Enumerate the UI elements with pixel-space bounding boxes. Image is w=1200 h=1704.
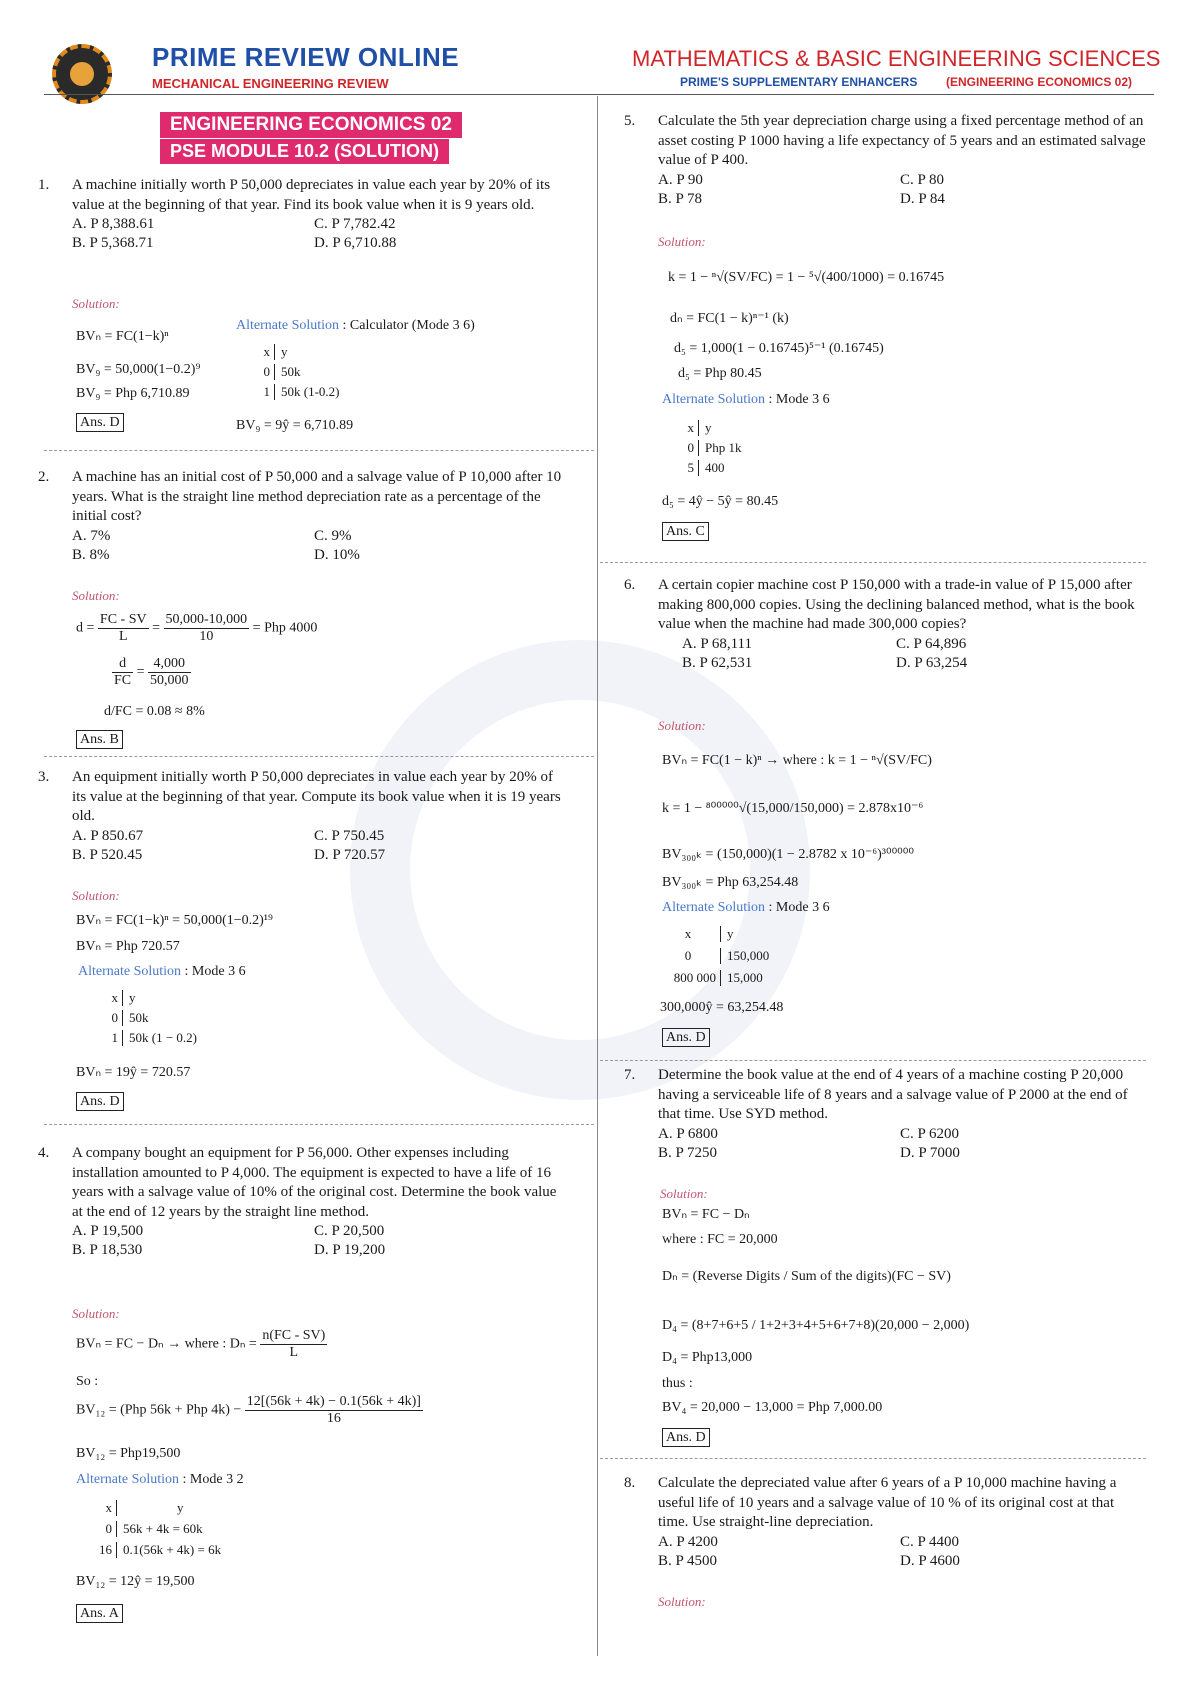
problem-7: 7. Determine the book value at the end of 4 years of a machine costing P 20,000 having a serviceable life of 8 years and a salvage value of P 2000 at the end of that time. Use SYD method. A. P 6800 C. P 6200 B. P 7250 D. P 7000 — [658, 1066, 1148, 1163]
equation: dₙ = FC(1 − k)ⁿ⁻¹ (k) — [670, 311, 789, 326]
equation: Dₙ = (Reverse Digits / Sum of the digits)(FC − SV) — [662, 1269, 951, 1284]
solution-label: Solution: — [658, 234, 706, 249]
problem-text: A machine initially worth P 50,000 depreciates in value each year by 20% of its value at the beginning of that year. Find its book value when it is 9 years old. — [72, 177, 551, 213]
answer-box: Ans. D — [76, 413, 124, 432]
options — [72, 215, 562, 253]
subject-title: MATHEMATICS & BASIC ENGINEERING SCIENCES — [632, 46, 1161, 71]
option-a: A. P 8,388.61 — [72, 216, 155, 232]
alternate-solution-label: Alternate Solution : Mode 3 6 — [662, 392, 830, 407]
equation: BV₉ = 50,000(1−0.2)⁹ — [76, 362, 201, 377]
alternate-solution-label: Alternate Solution : Mode 3 6 — [78, 964, 246, 979]
calculator-table: x y 0 50k 1 50k (1 − 0.2) — [96, 990, 197, 1046]
options: A. P 850.67 C. P 750.45 B. P 520.45 D. P 720.57 — [72, 827, 386, 863]
equation: BV₃₀₀ₖ = (150,000)(1 − 2.8782 x 10⁻⁶)³⁰⁰⁰⁰⁰ — [662, 847, 915, 862]
equation: BV₃₀₀ₖ = Php 63,254.48 — [662, 875, 799, 890]
calculator-table: x y 0 50k 1 50k (1-0.2) — [248, 344, 340, 400]
equation: BV₄ = 20,000 − 13,000 = Php 7,000.00 — [662, 1400, 883, 1415]
equation: BVₙ = FC(1 − k)ⁿ → where : k = 1 − ⁿ√(SV/FC) — [662, 753, 932, 768]
answer-box: Ans. D — [76, 1092, 124, 1111]
equation: BVₙ = FC(1−k)ⁿ = 50,000(1−0.2)¹⁹ — [76, 913, 273, 928]
equation: thus : — [662, 1376, 693, 1391]
problem-8: 8. Calculate the depreciated value after 6 years of a P 10,000 machine having a useful life of 10 years and a salvage value of 10 % of its original cost at that time. Use straight-line depreciation. A. P 4200 C. P 4400 B. P 4500 D. P 4600 — [658, 1474, 1148, 1571]
equation: d₅ = Php 80.45 — [678, 366, 762, 381]
answer-box: Ans. B — [76, 730, 123, 749]
answer-box: Ans. D — [662, 1028, 710, 1047]
answer-box: Ans. A — [76, 1604, 123, 1623]
options: A. 7% C. 9% B. 8% D. 10% — [72, 527, 360, 563]
equation: d/FC = 0.08 ≈ 8% — [104, 704, 205, 719]
alternate-solution-label: Alternate Solution : Mode 3 6 — [662, 900, 830, 915]
alternate-solution-label: Alternate Solution : Mode 3 2 — [76, 1472, 244, 1487]
solution-label: Solution: — [72, 588, 120, 603]
problem-text: A certain copier machine cost P 150,000 with a trade-in value of P 15,000 after making 800,000 copies. Using the declining balanced method, what is the book value when the machine had made 300,000 copies? — [658, 577, 1135, 632]
equation: k = 1 − ⁿ√(SV/FC) = 1 − ⁵√(400/1000) = 0.16745 — [668, 270, 945, 285]
equation: d = $\frac{FC - SV}{L}$ = $\frac{50,000-10,000}{10}$ = Php 4000 — [76, 612, 318, 644]
module-banner-subtitle: PSE MODULE 10.2 (SOLUTION) — [160, 139, 449, 164]
equation: BV₉ = 9ŷ = 6,710.89 — [236, 418, 354, 433]
column-divider — [597, 96, 598, 1656]
solution-label: Solution: — [660, 1186, 708, 1201]
equation: BVₙ = FC − Dₙ — [662, 1207, 750, 1222]
solution-label: Solution: — [72, 1306, 120, 1321]
problem-4: 4. A company bought an equipment for P 56,000. Other expenses including installation amounted to P 4,000. The equipment is expected to have a life of 16 years with a salvage value of 10% of the original cost. Determine the book value at the end of 12 years by the straight line method. A. P 19,500 C. P 20,500 B. P 18,530 D. P 19,200 — [72, 1144, 562, 1260]
equation: 300,000ŷ = 63,254.48 — [660, 1000, 784, 1015]
problem-1 — [38, 176, 562, 253]
equation: BV₉ = Php 6,710.89 — [76, 386, 190, 401]
alternate-solution-label: Alternate Solution : Calculator (Mode 3 6) — [236, 318, 475, 333]
equation: BVₙ = 19ŷ = 720.57 — [76, 1065, 191, 1080]
problem-text: A company bought an equipment for P 56,000. Other expenses including installation amounted to P 4,000. The equipment is expected to have a life of 16 years with a salvage value of 10% of the original cost. Determine the book value at the end of 12 years by the straight line method. — [72, 1145, 557, 1220]
problem-text: Calculate the depreciated value after 6 years of a P 10,000 machine having a useful life of 10 years and a salvage value of 10 % of its original cost at that time. Use straight-line depreciation. — [658, 1475, 1117, 1530]
equation: BVₙ = Php 720.57 — [76, 939, 180, 954]
problem-text: Determine the book value at the end of 4 years of a machine costing P 20,000 having a serviceable life of 8 years and a salvage value of P 2000 at the end of that time. Use SYD method. — [658, 1067, 1128, 1122]
problem-text: An equipment initially worth P 50,000 depreciates in value each year by 20% of its value at the beginning of that year. Compute its book value when it is 19 years old. — [72, 769, 561, 824]
equation: BVₙ = FC − Dₙ → where : Dₙ = $\frac{n(FC - SV)}{L}$ — [76, 1328, 326, 1360]
options: A. P 90 C. P 80 B. P 78 D. P 84 — [658, 171, 945, 207]
equation: D₄ = (8+7+6+5 / 1+2+3+4+5+6+7+8)(20,000 − 2,000) — [662, 1318, 970, 1333]
solution-label: Solution: — [658, 718, 706, 733]
problem-2: 2. A machine has an initial cost of P 50,000 and a salvage value of P 10,000 after 10 years. What is the straight line method depreciation rate as a percentage of the initial cost? A. 7% C. 9% B. 8% D. 10% — [38, 469, 562, 563]
options: A. P 68,111 C. P 64,896 B. P 62,531 D. P 63,254 — [682, 635, 968, 671]
equation: BV₁₂ = (Php 56k + Php 4k) − $\frac{12[(56k + 4k) - 0.1(56k + 4k)]}{16}$ — [76, 1394, 421, 1426]
subject-subtitle: PRIME'S SUPPLEMENTARY ENHANCERS — [680, 75, 918, 89]
calculator-table: x y 0 56k + 4k = 60k 16 0.1(56k + 4k) = 6k — [90, 1500, 221, 1558]
calculator-table: x y 0 150,000 800 000 15,000 — [660, 926, 769, 986]
subject-tag: (ENGINEERING ECONOMICS 02) — [946, 75, 1133, 89]
calculator-table: x y 0 Php 1k 5 400 — [672, 420, 741, 476]
equation: D₄ = Php13,000 — [662, 1350, 753, 1365]
problem-number: 1. — [38, 177, 50, 193]
problem-6: 6. A certain copier machine cost P 150,000 with a trade-in value of P 15,000 after making 800,000 copies. Using the declining balanced method, what is the book value when the machine had made 300,000 copies? A. P 68,111 C. P 64,896 B. P 62,531 D. P 63,254 — [658, 576, 1148, 673]
answer-box: Ans. C — [662, 522, 709, 541]
equation: d₅ = 1,000(1 − 0.16745)⁵⁻¹ (0.16745) — [674, 341, 884, 356]
problem-3: 3. An equipment initially worth P 50,000 depreciates in value each year by 20% of its value at the beginning of that year. Compute its book value when it is 19 years old. A. P 850.67 C. P 750.45 B. P 520.45 D. P 720.57 — [38, 769, 561, 863]
options: A. P 4200 C. P 4400 B. P 4500 D. P 4600 — [658, 1533, 960, 1569]
equation: So : — [76, 1374, 99, 1389]
equation: d₅ = 4ŷ − 5ŷ = 80.45 — [662, 494, 779, 509]
solution-label: Solution: — [72, 296, 120, 311]
brand-title: PRIME REVIEW ONLINE — [152, 42, 460, 72]
answer-box: Ans. D — [662, 1428, 710, 1447]
solution-label: Solution: — [72, 888, 120, 903]
module-banner-title: ENGINEERING ECONOMICS 02 — [160, 112, 462, 138]
equation: where : FC = 20,000 — [662, 1232, 778, 1247]
option-d: D. P 6,710.88 — [314, 235, 397, 251]
option-b: B. P 5,368.71 — [72, 235, 154, 251]
problem-text: Calculate the 5th year depreciation charge using a fixed percentage method of an asset costing P 1000 having a life expectancy of 5 years and an estimated salvage value of P 400. — [658, 113, 1146, 168]
prime-logo-icon — [52, 44, 112, 104]
equation: BV₁₂ = 12ŷ = 19,500 — [76, 1574, 195, 1589]
header-rule — [44, 94, 1154, 95]
equation: k = 1 − ⁸⁰⁰⁰⁰⁰√(15,000/150,000) = 2.878x10⁻⁶ — [662, 801, 924, 816]
brand-subtitle: MECHANICAL ENGINEERING REVIEW — [152, 76, 389, 91]
solution-label: Solution: — [658, 1594, 706, 1609]
equation: BVₙ = FC(1−k)ⁿ — [76, 329, 169, 344]
problem-5: 5. Calculate the 5th year depreciation charge using a fixed percentage method of an asset costing P 1000 having a life expectancy of 5 years and an estimated salvage value of P 400. A. P 90 C. P 80 B. P 78 D. P 84 — [658, 112, 1148, 209]
equation: BV₁₂ = Php19,500 — [76, 1446, 181, 1461]
watermark-seal — [350, 640, 810, 1100]
problem-text: A machine has an initial cost of P 50,000 and a salvage value of P 10,000 after 10 years. What is the straight line method depreciation rate as a percentage of the initial cost? — [72, 469, 562, 524]
option-c: C. P 7,782.42 — [314, 216, 396, 232]
equation: $\frac{d}{FC}$ = $\frac{4,000}{50,000}$ — [114, 656, 189, 688]
options: A. P 6800 C. P 6200 B. P 7250 D. P 7000 — [658, 1125, 960, 1161]
options: A. P 19,500 C. P 20,500 B. P 18,530 D. P 19,200 — [72, 1223, 386, 1258]
